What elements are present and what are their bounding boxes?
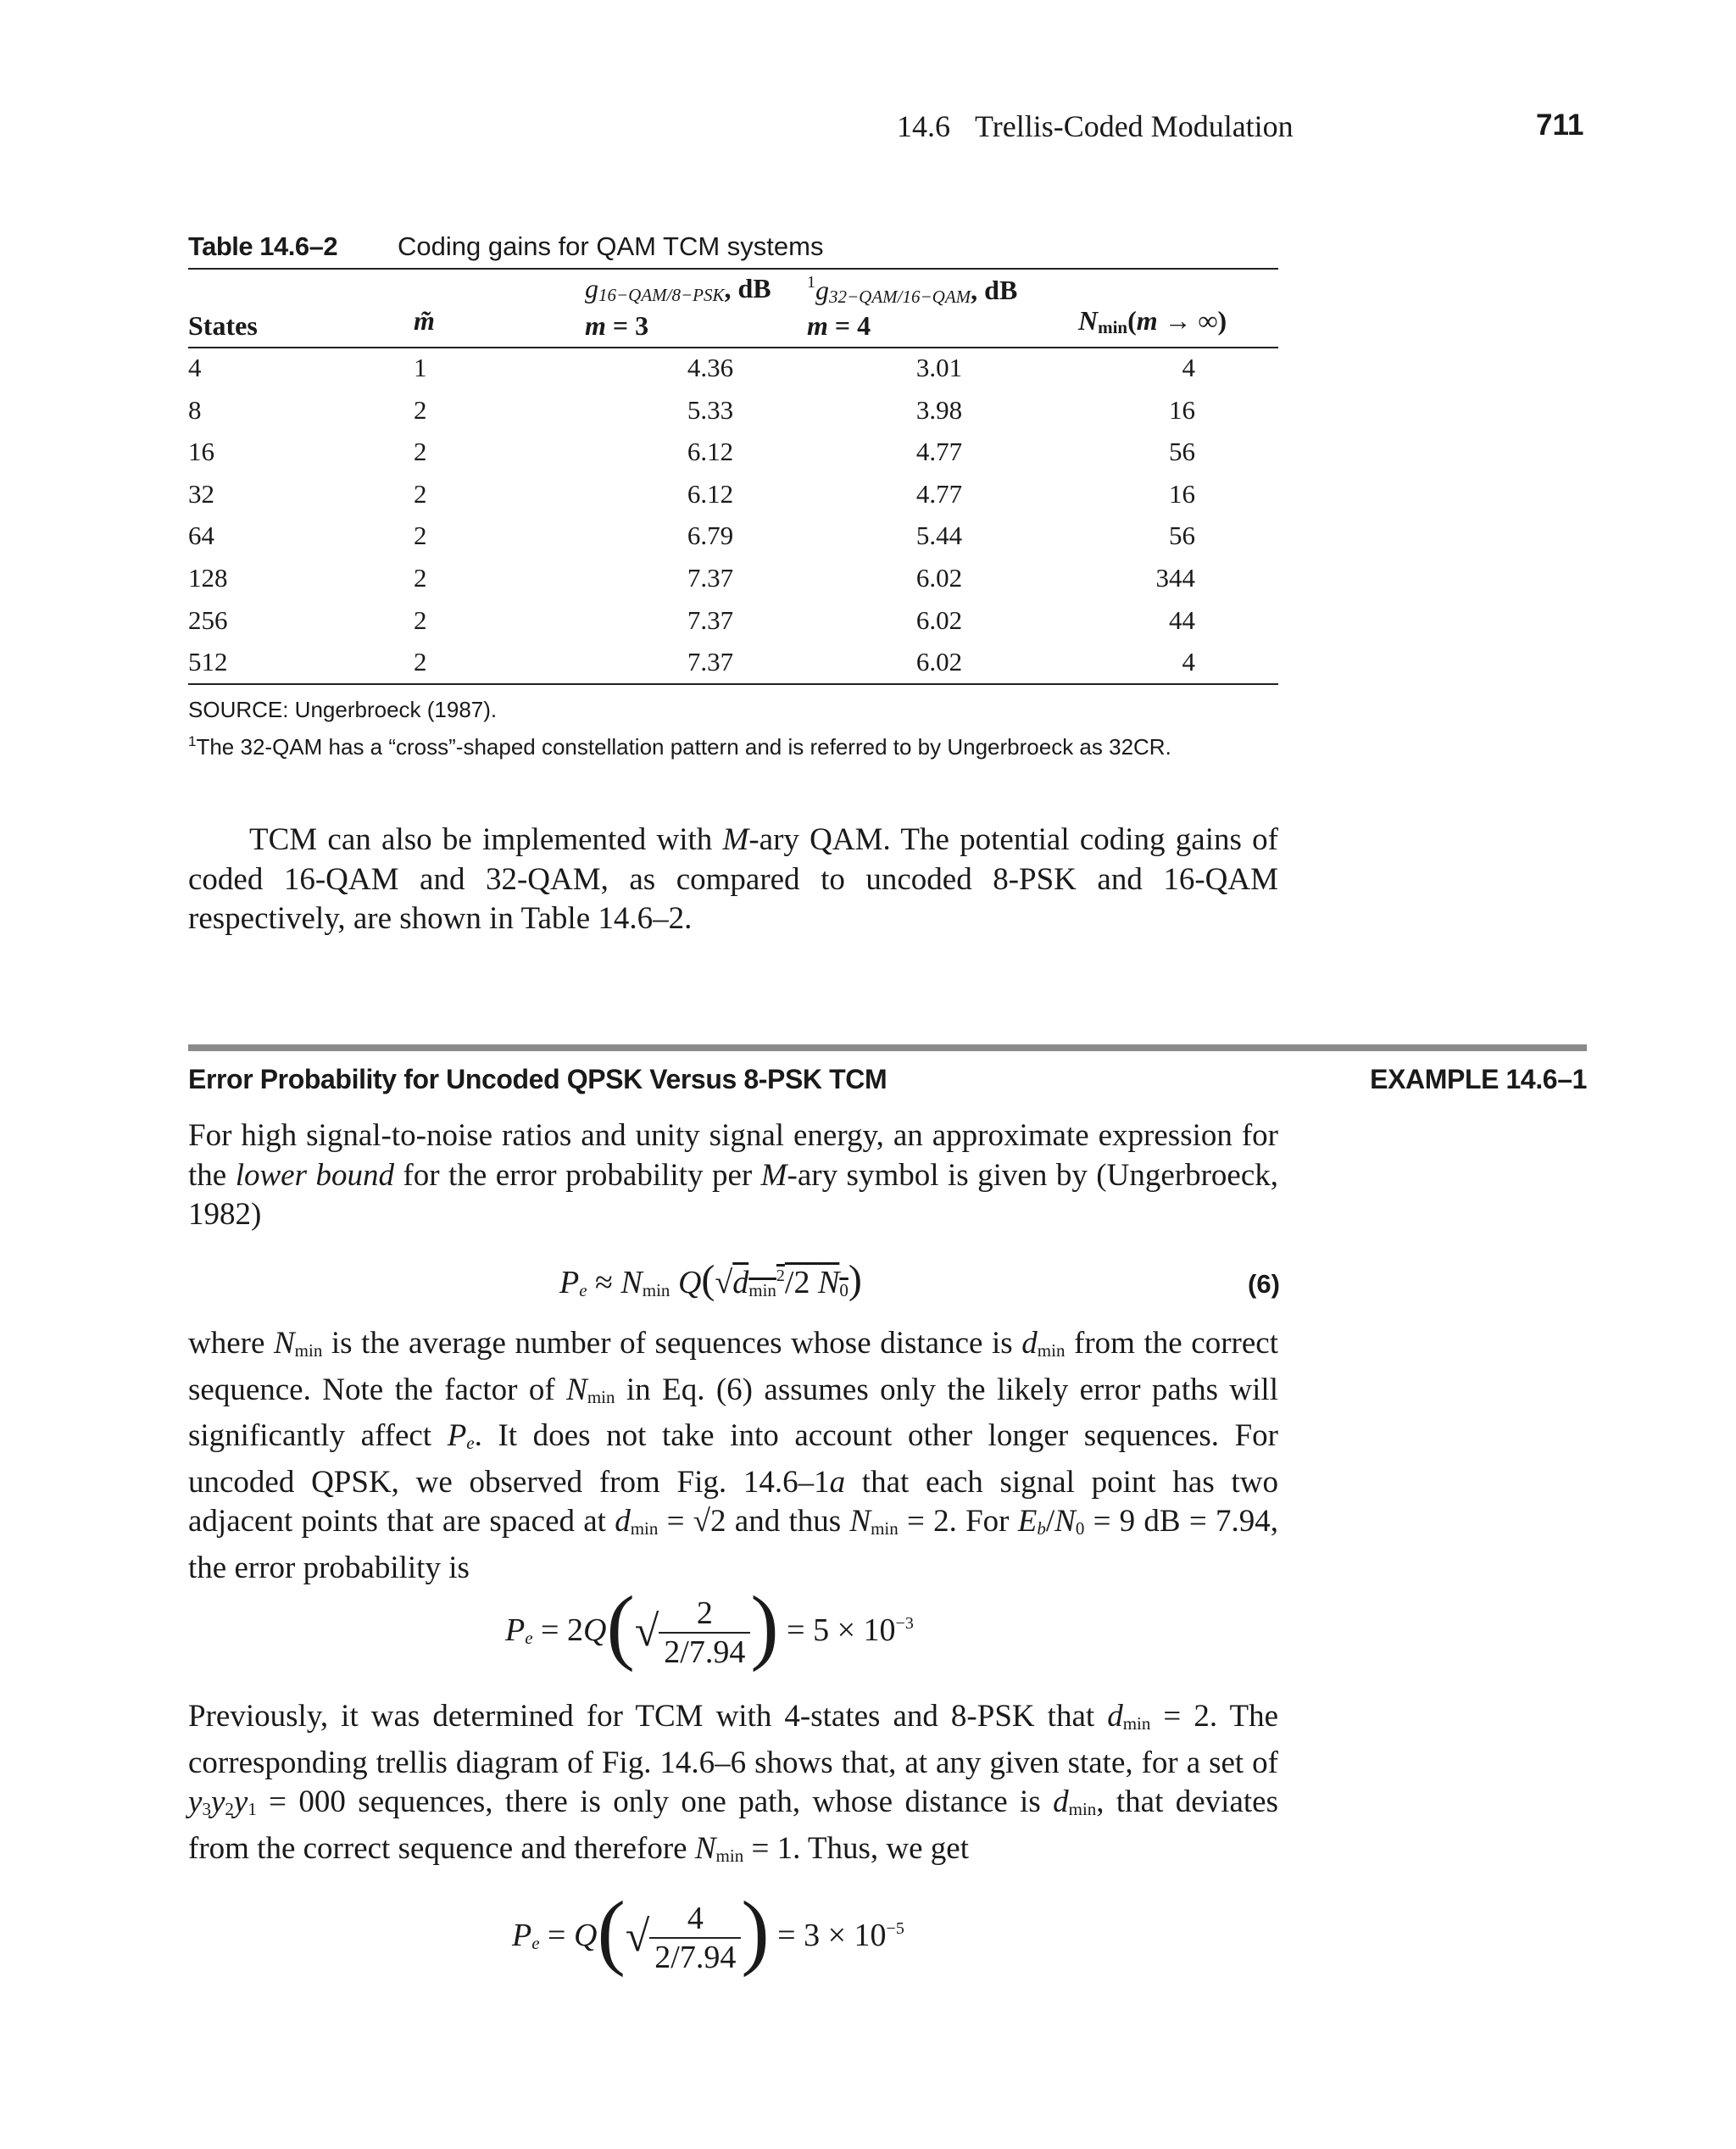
table-caption bbox=[188, 231, 824, 262]
table-bottom-rule bbox=[188, 683, 1278, 685]
cell-g16: 4.36 bbox=[687, 353, 734, 382]
table-title: Coding gains for QAM TCM systems bbox=[398, 231, 824, 261]
equation-qpsk: Pe = 2Q(√ $\frac{2}{2/7.94}$ ) = $5 \times 10^{-3}$ bbox=[505, 1578, 914, 1673]
cell-g32: 4.77 bbox=[915, 478, 963, 509]
example-label: EXAMPLE 14.6–1 bbox=[1370, 1064, 1587, 1094]
section-number: 14.6 bbox=[897, 109, 950, 143]
table-source: SOURCE: Ungerbroeck (1987). bbox=[188, 697, 498, 722]
cell-mtilde: 2 bbox=[414, 563, 427, 593]
equation-number-6: (6) bbox=[1248, 1269, 1280, 1299]
cell-g16: 7.37 bbox=[687, 647, 734, 677]
cell-mtilde: 1 bbox=[414, 353, 427, 382]
col-header-g32-m: m = 4 bbox=[807, 310, 871, 341]
example-title: Error Probability for Uncoded QPSK Versus 8-PSK TCM bbox=[188, 1064, 887, 1094]
table-row bbox=[188, 563, 1278, 605]
page-number: 711 bbox=[1536, 109, 1584, 142]
cell-g16: 6.12 bbox=[687, 437, 734, 467]
eq-qpsk-numerator: 2 bbox=[696, 1595, 713, 1632]
cell-nmin: 16 bbox=[1169, 478, 1195, 509]
cell-mtilde: 2 bbox=[414, 604, 427, 635]
cell-states: 256 bbox=[188, 604, 228, 635]
cell-g16: 7.37 bbox=[687, 563, 734, 593]
cell-g32: 3.98 bbox=[915, 394, 963, 425]
cell-g16: 6.12 bbox=[687, 478, 734, 509]
example-paragraph-1: For high signal-to-noise ratios and unity signal energy, an approximate expression for the lower bound for the error probability per M-ary symbol is given by (Ungerbroeck, 1982) bbox=[188, 1118, 1279, 1232]
example-paragraph-2: where Nmin is the average number of sequences whose distance is dmin from the correct sequence. Note the factor of Nmin in Eq. (6) assumes only the likely error paths will significantly affect Pe. It does not take into account other longer sequences. For uncoded QPSK, we observed from Fig. 14.6–1a that each signal point has two adjacent points that are spaced at dmin = √2 and thus Nmin = 2. For Eb/N0 = 9 dB = 7.94, the error probability is bbox=[188, 1326, 1278, 1585]
table-footnote: $^1$The 32-QAM has a “cross”-shaped constellation pattern and is referred to by Ungerbroeck as 32CR. bbox=[188, 733, 1171, 760]
cell-states: 512 bbox=[188, 647, 228, 677]
table-top-rule bbox=[188, 268, 1278, 270]
equation-6: Pe ≈ Nmin Q(√dmin$^2$/2 N0) bbox=[559, 1257, 862, 1302]
table-row bbox=[188, 437, 1278, 479]
cell-mtilde: 2 bbox=[414, 521, 427, 551]
cell-mtilde: 2 bbox=[414, 437, 427, 467]
running-title: Trellis-Coded Modulation bbox=[975, 109, 1294, 143]
cell-states: 8 bbox=[188, 394, 202, 425]
cell-g32: 6.02 bbox=[915, 563, 963, 593]
cell-mtilde: 2 bbox=[414, 394, 427, 425]
cell-g32: 5.44 bbox=[915, 521, 963, 551]
col-header-g32: $^1$g32−QAM/16−QAM, dB bbox=[807, 273, 1018, 307]
cell-nmin: 344 bbox=[1155, 563, 1195, 593]
table-row bbox=[188, 605, 1278, 648]
table-header-rule bbox=[188, 347, 1278, 348]
cell-nmin: 16 bbox=[1169, 394, 1195, 425]
cell-nmin: 44 bbox=[1169, 604, 1195, 635]
cell-nmin: 56 bbox=[1169, 521, 1195, 551]
intro-paragraph: TCM can also be implemented with M-ary QAM. The potential coding gains of coded 16-QAM and 32-QAM, as compared to uncoded 8-PSK and 16-QAM respectively, are shown in Table 14.6–2. bbox=[188, 822, 1278, 936]
cell-mtilde: 2 bbox=[414, 478, 427, 509]
example-paragraph-3: Previously, it was determined for TCM with 4-states and 8-PSK that dmin = 2. The corresponding trellis diagram of Fig. 14.6–6 shows that, at any given state, for a set of y3y2y1 = 000 sequences, there is only one path, whose distance is dmin, that deviates from the correct sequence and therefore Nmin = 1. Thus, we get bbox=[188, 1699, 1278, 1866]
cell-mtilde: 2 bbox=[414, 647, 427, 677]
cell-states: 16 bbox=[188, 437, 214, 467]
table-label: Table 14.6–2 bbox=[188, 231, 338, 261]
col-header-nmin: Nmin(m → ∞) bbox=[1078, 305, 1227, 337]
cell-g32: 3.01 bbox=[915, 353, 963, 382]
cell-states: 64 bbox=[188, 521, 214, 551]
col-header-g16: g16−QAM/8−PSK, dB bbox=[585, 273, 771, 305]
equation-tcm: Pe = Q(√ $\frac{4}{2/7.94}$ ) = $3 \times 10^{-5}$ bbox=[512, 1884, 904, 1978]
cell-g32: 6.02 bbox=[915, 647, 963, 677]
cell-states: 128 bbox=[188, 563, 228, 593]
eq-qpsk-denominator: 2/7.94 bbox=[659, 1632, 750, 1671]
col-header-mtilde: m̃ bbox=[414, 305, 435, 336]
cell-g32: 4.77 bbox=[915, 437, 963, 467]
table-row bbox=[188, 479, 1278, 521]
cell-nmin: 4 bbox=[1182, 353, 1195, 382]
col-header-g16-m: m = 3 bbox=[585, 310, 649, 341]
cell-g32: 6.02 bbox=[915, 604, 963, 635]
eq-tcm-numerator: 4 bbox=[687, 1901, 704, 1937]
cell-states: 32 bbox=[188, 478, 214, 509]
example-rule bbox=[188, 1044, 1587, 1051]
cell-g16: 6.79 bbox=[687, 521, 734, 551]
table-row bbox=[188, 353, 1278, 395]
table-row bbox=[188, 521, 1278, 563]
table-row bbox=[188, 395, 1278, 437]
cell-states: 4 bbox=[188, 353, 202, 382]
cell-g16: 5.33 bbox=[687, 394, 734, 425]
eq-tcm-denominator: 2/7.94 bbox=[649, 1937, 741, 1976]
cell-nmin: 4 bbox=[1182, 647, 1195, 677]
cell-g16: 7.37 bbox=[687, 604, 734, 635]
cell-nmin: 56 bbox=[1169, 437, 1195, 467]
col-header-states: States bbox=[188, 310, 258, 341]
